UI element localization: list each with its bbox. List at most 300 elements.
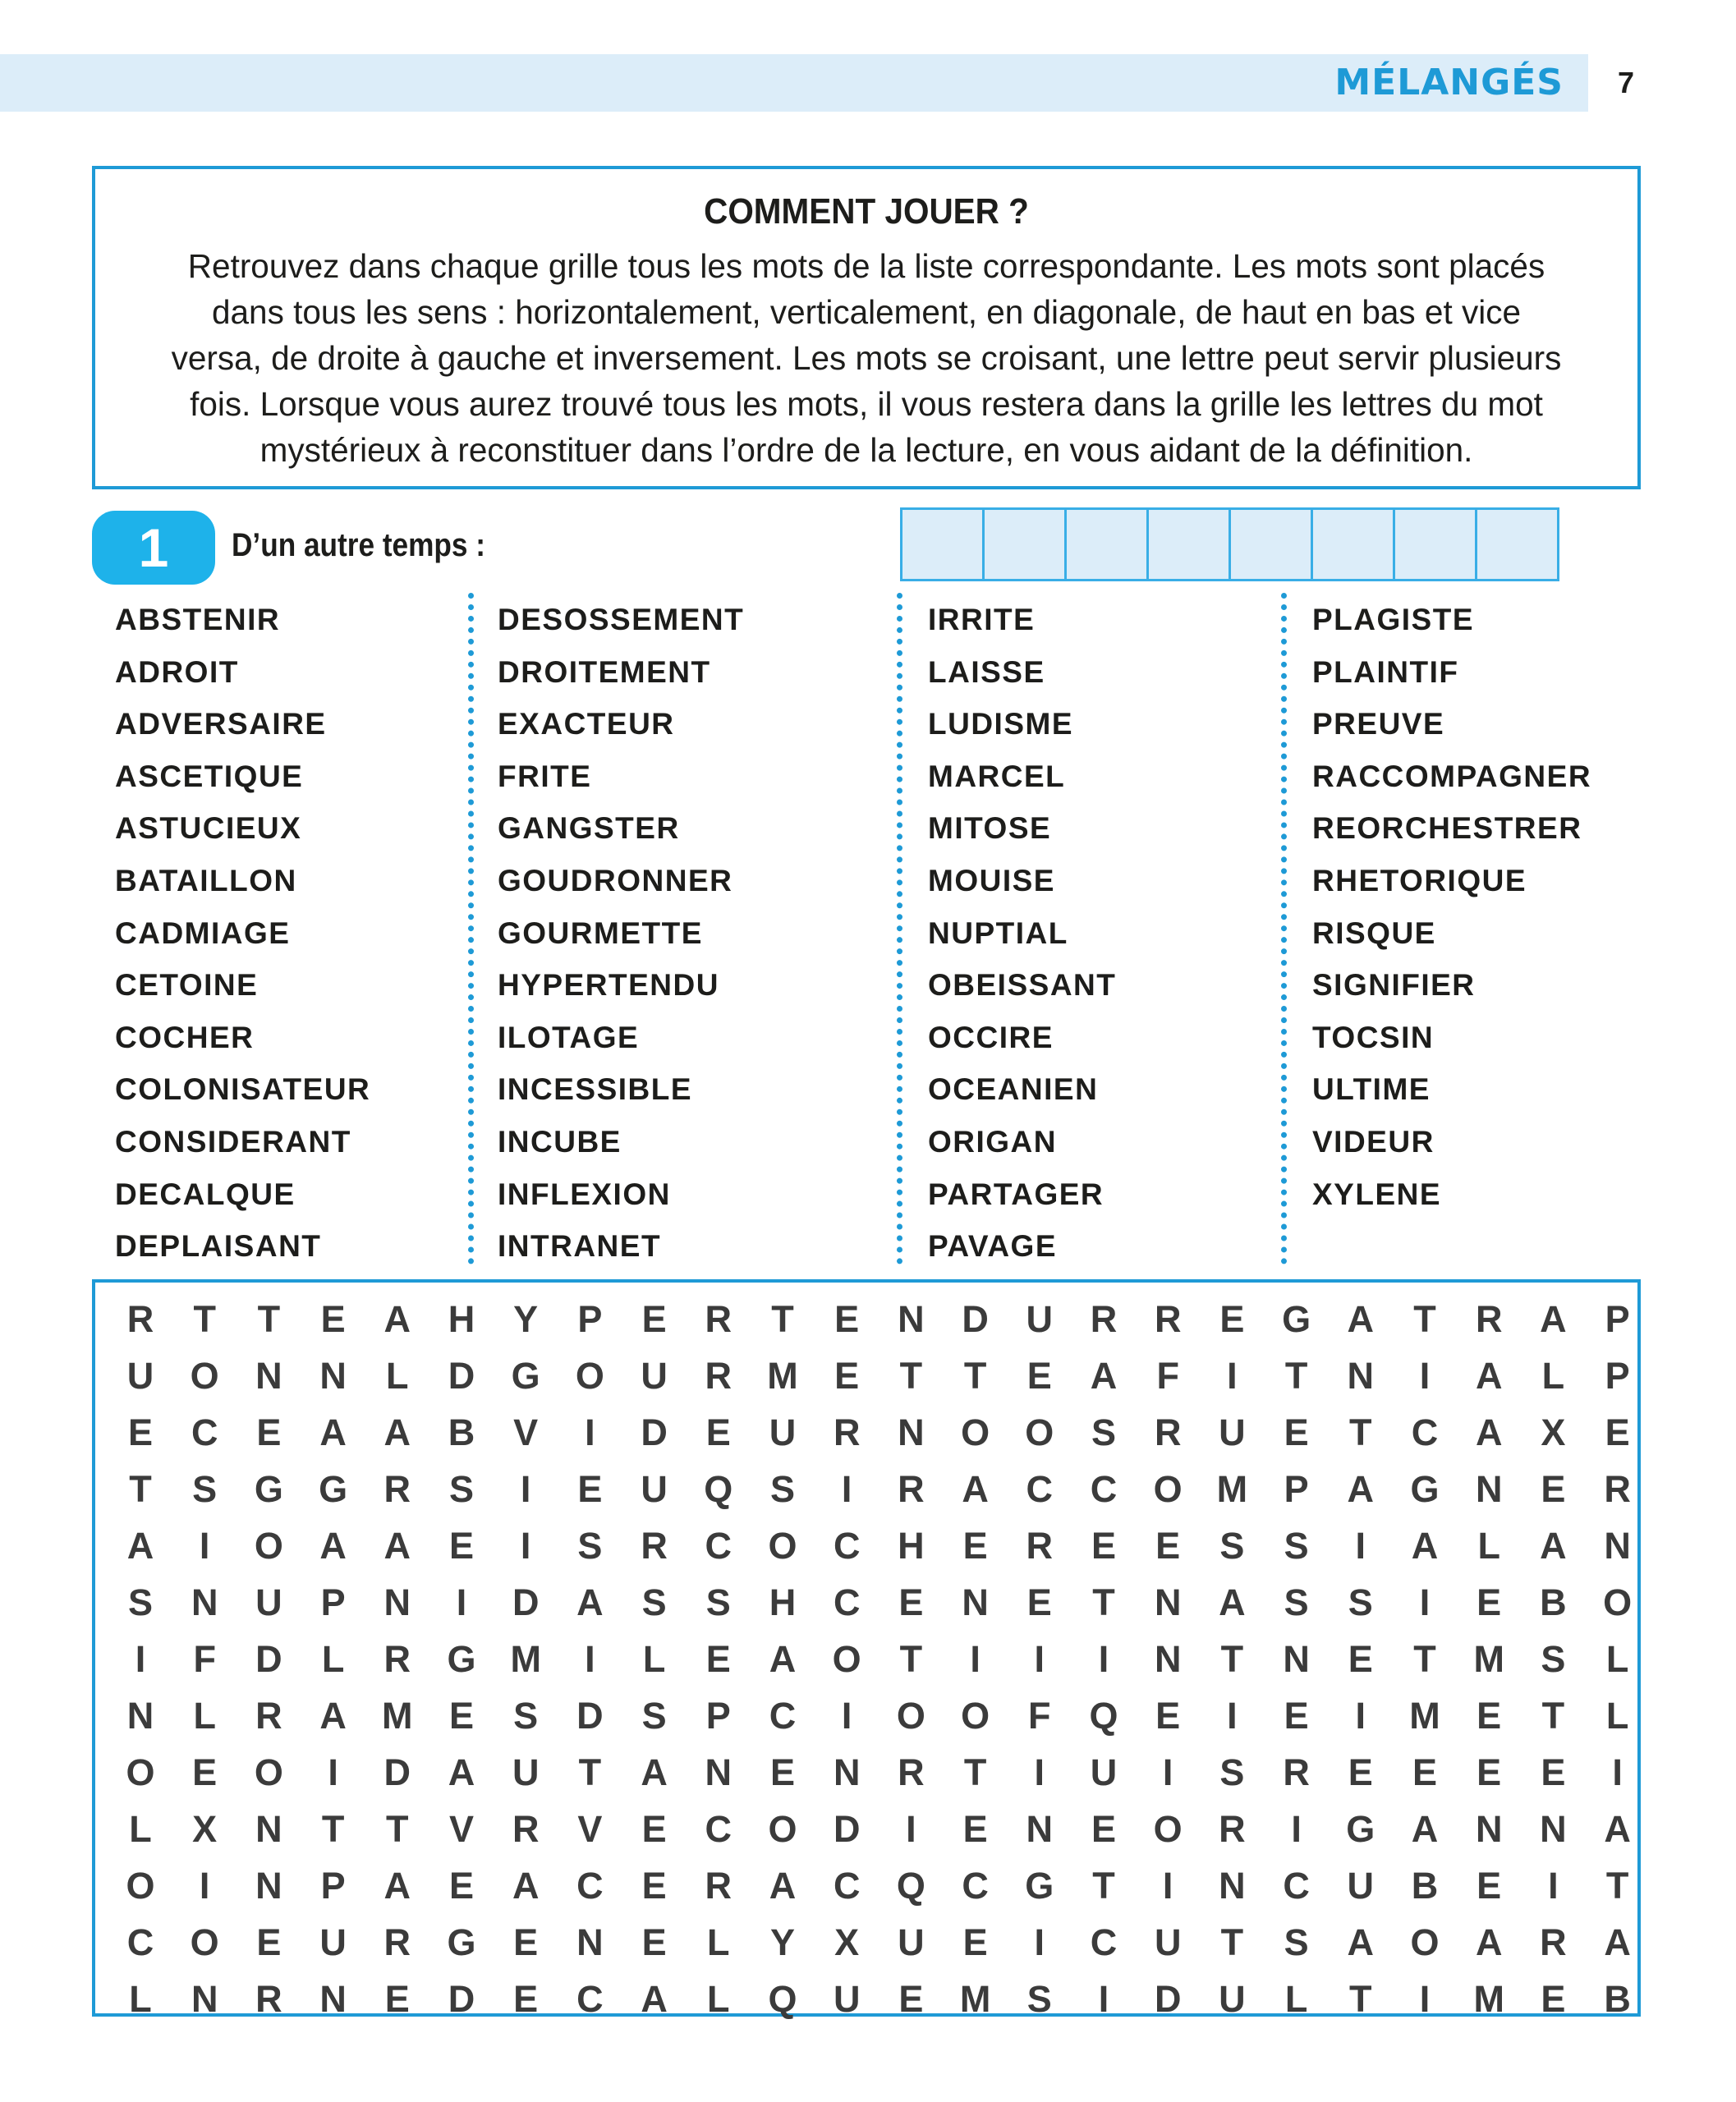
grid-letter[interactable]: O (768, 1808, 797, 1850)
grid-letter[interactable]: A (383, 1411, 411, 1453)
grid-letter[interactable]: O (961, 1695, 990, 1737)
grid-letter[interactable]: I (1612, 1751, 1623, 1793)
grid-letter[interactable]: U (319, 1921, 347, 1963)
grid-letter[interactable]: E (641, 1865, 667, 1907)
grid-letter[interactable]: P (1605, 1355, 1630, 1397)
grid-letter[interactable]: I (970, 1638, 981, 1680)
grid-letter[interactable]: I (135, 1638, 146, 1680)
grid-letter[interactable]: I (1162, 1865, 1173, 1907)
grid-letter[interactable]: L (321, 1638, 345, 1680)
grid-letter[interactable]: O (768, 1525, 797, 1567)
grid-letter[interactable]: T (321, 1808, 345, 1850)
grid-letter[interactable]: H (898, 1525, 925, 1567)
grid-letter[interactable]: A (641, 1751, 668, 1793)
grid-letter[interactable]: I (1098, 1978, 1109, 2020)
grid-letter[interactable]: X (1541, 1411, 1566, 1453)
grid-letter[interactable]: I (1034, 1921, 1045, 1963)
grid-letter[interactable]: E (1477, 1581, 1502, 1623)
grid-letter[interactable]: O (1410, 1921, 1440, 1963)
grid-letter[interactable]: U (126, 1355, 154, 1397)
grid-letter[interactable]: T (1220, 1921, 1244, 1963)
grid-letter[interactable]: E (1477, 1695, 1502, 1737)
grid-letter[interactable]: R (705, 1298, 733, 1340)
grid-letter[interactable]: A (1540, 1525, 1567, 1567)
grid-letter[interactable]: M (1216, 1468, 1248, 1510)
grid-letter[interactable]: C (833, 1525, 861, 1567)
grid-letter[interactable]: P (320, 1865, 346, 1907)
grid-letter[interactable]: X (834, 1921, 860, 1963)
grid-letter[interactable]: A (1475, 1355, 1503, 1397)
grid-letter[interactable]: N (576, 1921, 604, 1963)
grid-letter[interactable]: N (705, 1751, 733, 1793)
grid-letter[interactable]: N (898, 1298, 925, 1340)
grid-letter[interactable]: R (833, 1411, 861, 1453)
grid-letter[interactable]: D (512, 1581, 540, 1623)
grid-letter[interactable]: E (448, 1865, 474, 1907)
grid-letter[interactable]: G (254, 1468, 283, 1510)
grid-letter[interactable]: S (641, 1695, 667, 1737)
grid-letter[interactable]: N (962, 1581, 989, 1623)
grid-letter[interactable]: N (1347, 1355, 1375, 1397)
grid-letter[interactable]: E (448, 1695, 474, 1737)
grid-letter[interactable]: M (510, 1638, 541, 1680)
grid-letter[interactable]: I (1355, 1525, 1366, 1567)
grid-letter[interactable]: M (1473, 1638, 1504, 1680)
answer-cell[interactable] (1149, 510, 1231, 579)
grid-letter[interactable]: S (577, 1525, 603, 1567)
grid-letter[interactable]: N (255, 1355, 282, 1397)
grid-letter[interactable]: E (898, 1581, 924, 1623)
grid-letter[interactable]: E (1026, 1581, 1052, 1623)
grid-letter[interactable]: E (962, 1525, 988, 1567)
grid-letter[interactable]: I (841, 1695, 852, 1737)
grid-letter[interactable]: E (1348, 1638, 1373, 1680)
grid-letter[interactable]: T (578, 1751, 602, 1793)
grid-letter[interactable]: R (1219, 1808, 1246, 1850)
grid-letter[interactable]: T (899, 1638, 923, 1680)
grid-letter[interactable]: E (448, 1525, 474, 1567)
grid-letter[interactable]: Y (769, 1921, 795, 1963)
grid-letter[interactable]: U (1154, 1921, 1182, 1963)
grid-letter[interactable]: E (898, 1978, 924, 2020)
grid-letter[interactable]: T (899, 1355, 923, 1397)
grid-letter[interactable]: T (1349, 1978, 1372, 2020)
grid-letter[interactable]: C (769, 1695, 797, 1737)
grid-letter[interactable]: A (1604, 1921, 1631, 1963)
grid-letter[interactable]: S (192, 1468, 218, 1510)
grid-letter[interactable]: R (512, 1808, 540, 1850)
grid-letter[interactable]: O (190, 1355, 219, 1397)
answer-cell[interactable] (1477, 510, 1557, 579)
grid-letter[interactable]: S (641, 1581, 667, 1623)
grid-letter[interactable]: H (448, 1298, 475, 1340)
grid-letter[interactable]: E (256, 1921, 282, 1963)
grid-letter[interactable]: E (1155, 1695, 1181, 1737)
grid-letter[interactable]: S (705, 1581, 731, 1623)
grid-letter[interactable]: O (832, 1638, 861, 1680)
grid-letter[interactable]: S (1219, 1751, 1245, 1793)
grid-letter[interactable]: C (962, 1865, 989, 1907)
grid-letter[interactable]: E (962, 1808, 988, 1850)
grid-letter[interactable]: V (577, 1808, 603, 1850)
grid-letter[interactable]: U (833, 1978, 861, 2020)
grid-letter[interactable]: E (962, 1921, 988, 1963)
grid-letter[interactable]: T (1092, 1581, 1115, 1623)
grid-letter[interactable]: S (513, 1695, 539, 1737)
grid-letter[interactable]: S (1284, 1921, 1309, 1963)
grid-letter[interactable]: E (1477, 1865, 1502, 1907)
grid-letter[interactable]: T (193, 1298, 216, 1340)
grid-letter[interactable]: G (319, 1468, 348, 1510)
grid-letter[interactable]: C (705, 1808, 733, 1850)
grid-letter[interactable]: S (1219, 1525, 1245, 1567)
grid-letter[interactable]: D (448, 1355, 475, 1397)
grid-letter[interactable]: S (127, 1581, 153, 1623)
grid-letter[interactable]: O (1153, 1468, 1183, 1510)
grid-letter[interactable]: U (1219, 1411, 1246, 1453)
grid-letter[interactable]: D (576, 1695, 604, 1737)
grid-letter[interactable]: Q (704, 1468, 733, 1510)
grid-letter[interactable]: R (898, 1468, 925, 1510)
grid-letter[interactable]: D (1154, 1978, 1182, 2020)
grid-letter[interactable]: L (386, 1355, 409, 1397)
grid-letter[interactable]: G (447, 1921, 476, 1963)
grid-letter[interactable]: I (841, 1468, 852, 1510)
grid-letter[interactable]: O (126, 1865, 155, 1907)
grid-letter[interactable]: N (383, 1581, 411, 1623)
grid-letter[interactable]: T (386, 1808, 409, 1850)
grid-letter[interactable]: M (959, 1978, 991, 2020)
grid-letter[interactable]: E (1155, 1525, 1181, 1567)
grid-letter[interactable]: R (1475, 1298, 1503, 1340)
grid-letter[interactable]: L (1284, 1978, 1308, 2020)
grid-letter[interactable]: U (1090, 1751, 1118, 1793)
grid-letter[interactable]: U (769, 1411, 797, 1453)
grid-letter[interactable]: M (382, 1695, 413, 1737)
grid-letter[interactable]: C (705, 1525, 733, 1567)
answer-cell[interactable] (1231, 510, 1313, 579)
grid-letter[interactable]: I (1098, 1638, 1109, 1680)
grid-letter[interactable]: E (127, 1411, 153, 1453)
grid-letter[interactable]: R (898, 1751, 925, 1793)
grid-letter[interactable]: P (1605, 1298, 1630, 1340)
grid-letter[interactable]: B (1604, 1978, 1631, 2020)
grid-letter[interactable]: C (126, 1921, 154, 1963)
grid-letter[interactable]: D (383, 1751, 411, 1793)
grid-letter[interactable]: C (576, 1865, 604, 1907)
grid-letter[interactable]: A (1347, 1921, 1375, 1963)
grid-letter[interactable]: E (1605, 1411, 1630, 1453)
grid-letter[interactable]: L (1605, 1638, 1629, 1680)
grid-letter[interactable]: R (1026, 1525, 1054, 1567)
grid-letter[interactable]: A (1604, 1808, 1631, 1850)
grid-letter[interactable]: T (1284, 1355, 1308, 1397)
grid-letter[interactable]: A (769, 1865, 797, 1907)
grid-letter[interactable]: A (1475, 1921, 1503, 1963)
grid-letter[interactable]: C (1026, 1468, 1054, 1510)
grid-letter[interactable]: G (447, 1638, 476, 1680)
grid-letter[interactable]: R (383, 1468, 411, 1510)
grid-letter[interactable]: C (1090, 1921, 1118, 1963)
grid-letter[interactable]: E (705, 1411, 731, 1453)
grid-letter[interactable]: I (1419, 1978, 1431, 2020)
grid-letter[interactable]: B (448, 1411, 475, 1453)
grid-letter[interactable]: I (1034, 1751, 1045, 1793)
grid-letter[interactable]: I (328, 1751, 338, 1793)
grid-letter[interactable]: N (1154, 1638, 1182, 1680)
grid-letter[interactable]: T (771, 1298, 794, 1340)
grid-letter[interactable]: C (1090, 1468, 1118, 1510)
grid-letter[interactable]: R (1154, 1411, 1182, 1453)
grid-letter[interactable]: N (1475, 1468, 1503, 1510)
grid-letter[interactable]: B (1540, 1581, 1567, 1623)
grid-letter[interactable]: S (1026, 1978, 1052, 2020)
grid-letter[interactable]: G (1410, 1468, 1440, 1510)
grid-letter[interactable]: I (906, 1808, 916, 1850)
grid-letter[interactable]: O (126, 1751, 155, 1793)
grid-letter[interactable]: A (641, 1978, 668, 2020)
grid-letter[interactable]: S (1541, 1638, 1566, 1680)
grid-letter[interactable]: R (1090, 1298, 1118, 1340)
answer-cell[interactable] (902, 510, 985, 579)
grid-letter[interactable]: P (1284, 1468, 1309, 1510)
grid-letter[interactable]: Q (896, 1865, 925, 1907)
grid-letter[interactable]: R (1540, 1921, 1567, 1963)
grid-letter[interactable]: A (1475, 1411, 1503, 1453)
grid-letter[interactable]: C (833, 1865, 861, 1907)
grid-letter[interactable]: E (513, 1921, 539, 1963)
grid-letter[interactable]: E (192, 1751, 218, 1793)
grid-letter[interactable]: A (512, 1865, 540, 1907)
grid-letter[interactable]: T (1605, 1865, 1629, 1907)
grid-letter[interactable]: T (1092, 1865, 1115, 1907)
grid-letter[interactable]: N (1283, 1638, 1310, 1680)
grid-letter[interactable]: A (319, 1411, 347, 1453)
grid-letter[interactable]: F (1028, 1695, 1051, 1737)
grid-letter[interactable]: I (1548, 1865, 1559, 1907)
grid-letter[interactable]: N (1475, 1808, 1503, 1850)
grid-letter[interactable]: A (319, 1695, 347, 1737)
grid-letter[interactable]: N (1154, 1581, 1182, 1623)
grid-letter[interactable]: M (1473, 1978, 1504, 2020)
grid-letter[interactable]: E (513, 1978, 539, 2020)
grid-letter[interactable]: N (255, 1808, 282, 1850)
grid-letter[interactable]: E (1091, 1525, 1116, 1567)
grid-letter[interactable]: P (577, 1298, 603, 1340)
grid-letter[interactable]: U (641, 1468, 668, 1510)
grid-letter[interactable]: C (1411, 1411, 1439, 1453)
grid-letter[interactable]: H (769, 1581, 797, 1623)
grid-letter[interactable]: U (512, 1751, 540, 1793)
grid-letter[interactable]: U (255, 1581, 282, 1623)
grid-letter[interactable]: R (383, 1638, 411, 1680)
grid-letter[interactable]: S (1284, 1581, 1309, 1623)
grid-letter[interactable]: L (1605, 1695, 1629, 1737)
grid-letter[interactable]: R (383, 1921, 411, 1963)
grid-letter[interactable]: U (641, 1355, 668, 1397)
grid-letter[interactable]: T (129, 1468, 152, 1510)
grid-letter[interactable]: S (448, 1468, 474, 1510)
grid-letter[interactable]: S (1091, 1411, 1116, 1453)
grid-letter[interactable]: E (1477, 1751, 1502, 1793)
grid-letter[interactable]: I (1227, 1355, 1238, 1397)
grid-letter[interactable]: O (575, 1355, 604, 1397)
grid-letter[interactable]: S (769, 1468, 795, 1510)
answer-cell[interactable] (1067, 510, 1149, 579)
grid-letter[interactable]: N (126, 1695, 154, 1737)
grid-letter[interactable]: E (769, 1751, 795, 1793)
grid-letter[interactable]: R (1154, 1298, 1182, 1340)
grid-letter[interactable]: O (1153, 1808, 1183, 1850)
grid-letter[interactable]: G (1346, 1808, 1375, 1850)
grid-letter[interactable]: G (1025, 1865, 1054, 1907)
grid-letter[interactable]: D (448, 1978, 475, 2020)
grid-letter[interactable]: G (511, 1355, 540, 1397)
grid-letter[interactable]: T (1220, 1638, 1244, 1680)
grid-letter[interactable]: S (1348, 1581, 1373, 1623)
grid-letter[interactable]: D (833, 1808, 861, 1850)
grid-letter[interactable]: L (129, 1978, 152, 2020)
grid-letter[interactable]: C (191, 1411, 218, 1453)
answer-cell[interactable] (985, 510, 1067, 579)
grid-letter[interactable]: N (1219, 1865, 1246, 1907)
grid-letter[interactable]: D (962, 1298, 989, 1340)
grid-letter[interactable]: U (1219, 1978, 1246, 2020)
grid-letter[interactable]: C (1283, 1865, 1310, 1907)
grid-letter[interactable]: U (1026, 1298, 1054, 1340)
grid-letter[interactable]: A (319, 1525, 347, 1567)
grid-letter[interactable]: A (1540, 1298, 1567, 1340)
grid-letter[interactable]: E (1541, 1978, 1566, 2020)
grid-letter[interactable]: T (963, 1751, 987, 1793)
grid-letter[interactable]: E (320, 1298, 346, 1340)
grid-letter[interactable]: R (641, 1525, 668, 1567)
grid-letter[interactable]: O (1025, 1411, 1054, 1453)
grid-letter[interactable]: N (191, 1581, 218, 1623)
grid-letter[interactable]: E (1091, 1808, 1116, 1850)
grid-letter[interactable]: N (1604, 1525, 1631, 1567)
grid-letter[interactable]: I (199, 1865, 210, 1907)
grid-letter[interactable]: V (513, 1411, 539, 1453)
grid-letter[interactable]: N (191, 1978, 218, 2020)
grid-letter[interactable]: T (1349, 1411, 1372, 1453)
answer-cell[interactable] (1395, 510, 1477, 579)
grid-letter[interactable]: A (383, 1525, 411, 1567)
grid-letter[interactable]: I (1355, 1695, 1366, 1737)
grid-letter[interactable]: E (641, 1808, 667, 1850)
grid-letter[interactable]: T (1413, 1638, 1436, 1680)
grid-letter[interactable]: T (963, 1355, 987, 1397)
grid-letter[interactable]: F (1156, 1355, 1179, 1397)
grid-letter[interactable]: E (1348, 1751, 1373, 1793)
grid-letter[interactable]: Q (1089, 1695, 1118, 1737)
grid-letter[interactable]: O (254, 1525, 283, 1567)
grid-letter[interactable]: T (1413, 1298, 1436, 1340)
grid-letter[interactable]: U (898, 1921, 925, 1963)
grid-letter[interactable]: A (126, 1525, 154, 1567)
grid-letter[interactable]: A (448, 1751, 475, 1793)
grid-letter[interactable]: I (1291, 1808, 1302, 1850)
grid-letter[interactable]: N (1540, 1808, 1567, 1850)
grid-letter[interactable]: R (255, 1978, 282, 2020)
grid-letter[interactable]: M (1409, 1695, 1440, 1737)
grid-letter[interactable]: U (1347, 1865, 1375, 1907)
grid-letter[interactable]: R (255, 1695, 282, 1737)
grid-letter[interactable]: O (254, 1751, 283, 1793)
grid-letter[interactable]: Y (513, 1298, 539, 1340)
grid-letter[interactable]: L (1541, 1355, 1565, 1397)
grid-letter[interactable]: R (1604, 1468, 1631, 1510)
grid-letter[interactable]: N (255, 1865, 282, 1907)
grid-letter[interactable]: C (833, 1581, 861, 1623)
grid-letter[interactable]: O (896, 1695, 925, 1737)
grid-letter[interactable]: A (383, 1298, 411, 1340)
grid-letter[interactable]: E (1026, 1355, 1052, 1397)
grid-letter[interactable]: N (319, 1978, 347, 2020)
grid-letter[interactable]: L (707, 1921, 730, 1963)
grid-letter[interactable]: M (767, 1355, 798, 1397)
grid-letter[interactable]: F (193, 1638, 216, 1680)
grid-letter[interactable]: L (707, 1978, 730, 2020)
grid-letter[interactable]: A (1411, 1808, 1439, 1850)
grid-letter[interactable]: E (384, 1978, 410, 2020)
grid-letter[interactable]: X (192, 1808, 218, 1850)
grid-letter[interactable]: I (199, 1525, 210, 1567)
grid-letter[interactable]: I (1034, 1638, 1045, 1680)
grid-letter[interactable]: E (834, 1298, 860, 1340)
grid-letter[interactable]: T (257, 1298, 281, 1340)
grid-letter[interactable]: E (705, 1638, 731, 1680)
grid-letter[interactable]: A (576, 1581, 604, 1623)
grid-letter[interactable]: D (641, 1411, 668, 1453)
grid-letter[interactable]: E (641, 1298, 667, 1340)
grid-letter[interactable]: I (456, 1581, 467, 1623)
grid-letter[interactable]: I (585, 1411, 595, 1453)
grid-letter[interactable]: A (383, 1865, 411, 1907)
grid-letter[interactable]: G (1282, 1298, 1311, 1340)
grid-letter[interactable]: N (833, 1751, 861, 1793)
grid-letter[interactable]: L (193, 1695, 216, 1737)
grid-letter[interactable]: P (320, 1581, 346, 1623)
grid-letter[interactable]: I (1162, 1751, 1173, 1793)
grid-letter[interactable]: E (834, 1355, 860, 1397)
grid-letter[interactable]: S (1284, 1525, 1309, 1567)
grid-letter[interactable]: E (1541, 1751, 1566, 1793)
grid-letter[interactable]: A (1219, 1581, 1246, 1623)
grid-letter[interactable]: O (961, 1411, 990, 1453)
grid-letter[interactable]: I (520, 1525, 531, 1567)
grid-letter[interactable]: E (1219, 1298, 1245, 1340)
grid-letter[interactable]: A (1347, 1468, 1375, 1510)
grid-letter[interactable]: R (705, 1355, 733, 1397)
grid-letter[interactable]: I (1227, 1695, 1238, 1737)
answer-cell[interactable] (1313, 510, 1395, 579)
grid-letter[interactable]: I (520, 1468, 531, 1510)
grid-letter[interactable]: R (705, 1865, 733, 1907)
grid-letter[interactable]: Q (768, 1978, 797, 2020)
grid-letter[interactable]: E (256, 1411, 282, 1453)
grid-letter[interactable]: T (1541, 1695, 1565, 1737)
grid-letter[interactable]: E (641, 1921, 667, 1963)
grid-letter[interactable]: A (962, 1468, 989, 1510)
grid-letter[interactable]: E (1541, 1468, 1566, 1510)
grid-letter[interactable]: A (1347, 1298, 1375, 1340)
grid-letter[interactable]: D (255, 1638, 282, 1680)
grid-letter[interactable]: P (705, 1695, 731, 1737)
grid-letter[interactable]: I (585, 1638, 595, 1680)
grid-letter[interactable]: R (1283, 1751, 1310, 1793)
grid-letter[interactable]: C (576, 1978, 604, 2020)
